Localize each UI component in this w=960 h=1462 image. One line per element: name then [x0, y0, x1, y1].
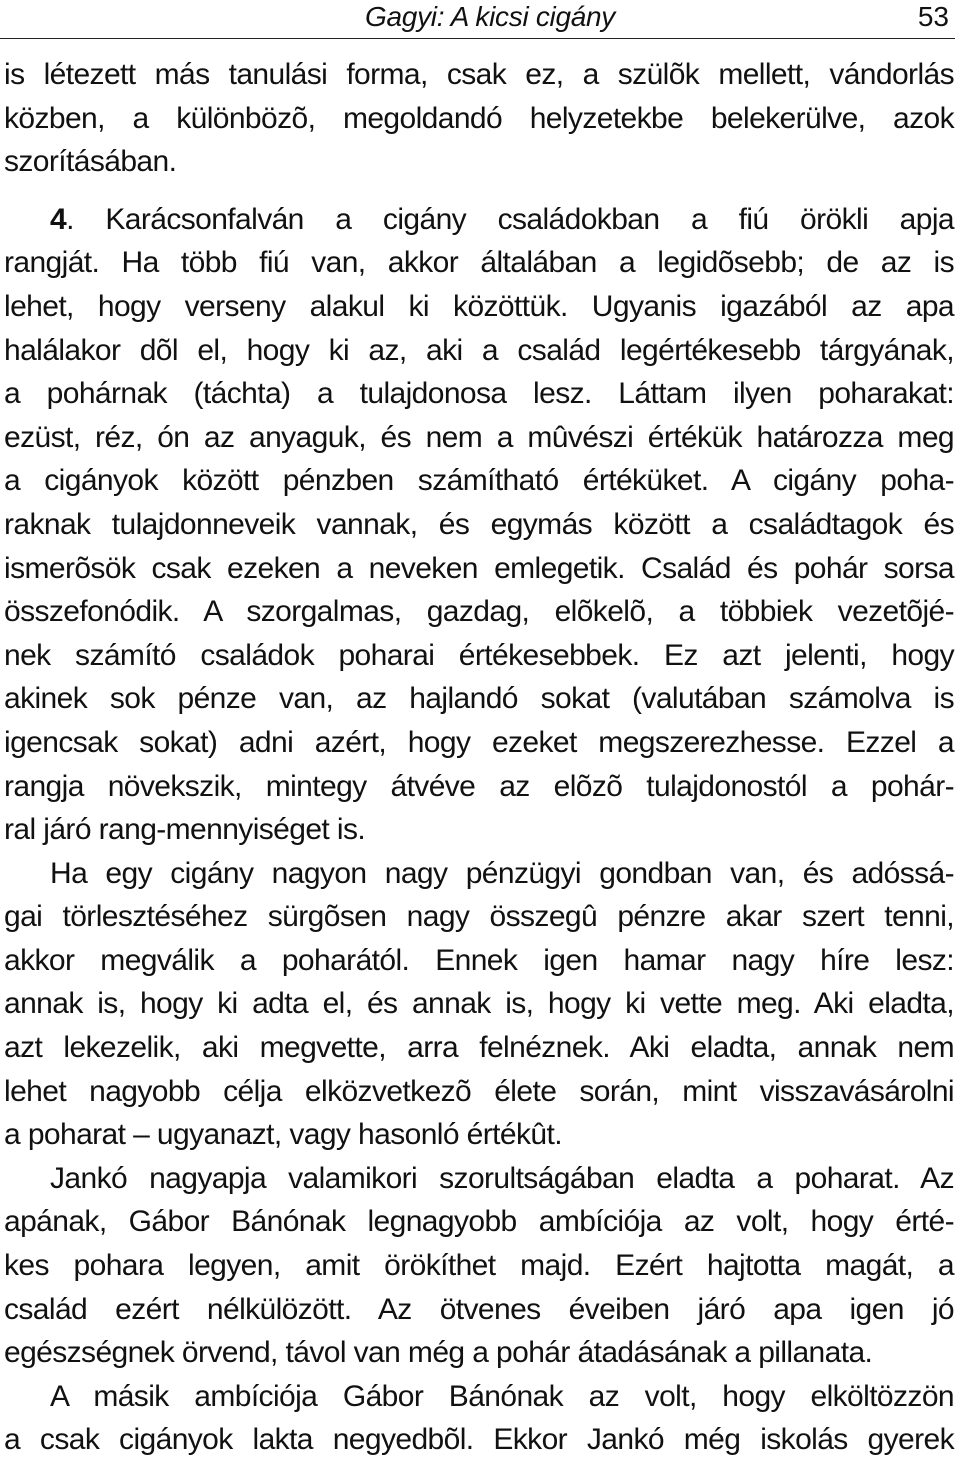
text-line: a pohárnak (táchta) a tulajdonosa lesz. Láttam ilyen poharakat:: [4, 377, 954, 411]
text-line: lehet, hogy verseny alakul ki közöttük. Ugyanis igazából az apa: [4, 289, 954, 323]
text-line: ral járó rang-mennyiséget is.: [4, 813, 366, 847]
text-line: annak is, hogy ki adta el, és annak is, hogy ki vette meg. Aki eladta,: [4, 987, 954, 1021]
text-line: igencsak sokat) adni azért, hogy ezeket megszerezhesse. Ezzel a: [4, 725, 954, 759]
text-line: akkor megválik a poharától. Ennek igen hamar nagy híre lesz:: [4, 943, 954, 977]
text-line: közben, a különbözõ, megoldandó helyzetekbe belekerülve, azok: [4, 101, 954, 135]
text-line: lehet nagyobb célja elközvetkezõ élete során, mint visszavásárolni: [4, 1074, 954, 1108]
section-number: 4: [50, 202, 67, 236]
section-first-line: [4, 198, 954, 242]
text-line: gai törlesztéséhez sürgõsen nagy összegû pénzre akar szert tenni,: [4, 900, 954, 934]
running-title: Gagyi: A kicsi cigány: [365, 1, 615, 32]
page-number: 53: [917, 1, 949, 32]
text-line: halálakor dõl el, hogy ki az, aki a család legértékesebb tárgyának,: [4, 333, 954, 367]
text-line: kes pohara legyen, amit örökíthet majd. Ezért hajtotta magát, a: [4, 1249, 954, 1283]
text-line: szorításában.: [4, 145, 177, 179]
text-line: is létezett más tanulási forma, csak ez, a szülõk mellett, vándorlás: [4, 58, 954, 91]
text-line: család ezért nélkülözött. Az ötvenes éveiben járó apa igen jó: [4, 1292, 954, 1326]
page-header: [0, 0, 955, 39]
text-line: nek számító családok poharai értékesebbek. Ez azt jelenti, hogy: [4, 638, 954, 672]
text-line: apának, Gábor Bánónak legnagyobb ambíciója az volt, hogy érté-: [4, 1205, 954, 1239]
text-line: . Karácsonfalván a cigány családokban a fiú örökli apja: [66, 202, 954, 236]
text-line: rangját. Ha több fiú van, akkor általában a legidõsebb; de az is: [4, 246, 954, 280]
text-line: egészségnek örvend, távol van még a pohár átadásának a pillanata.: [4, 1336, 873, 1370]
paragraph-first-line: Jankó nagyapja valamikori szorultságában eladta a poharat. Az: [50, 1161, 954, 1195]
text-line: ezüst, réz, ón az anyaguk, és nem a mûvészi értékük határozza meg: [4, 420, 954, 454]
text-line: összefonódik. A szorgalmas, gazdag, elõkelõ, a többiek vezetõjé-: [4, 595, 954, 629]
paragraph-first-line: A másik ambíciója Gábor Bánónak az volt, hogy elköltözzön: [50, 1379, 954, 1413]
text-line: akinek sok pénze van, az hajlandó sokat (valutában számolva is: [4, 682, 954, 716]
text-line: ismerõsök csak ezeken a neveken emlegetik. Család és pohár sorsa: [4, 551, 954, 585]
text-line: azt lekezelik, aki megvette, arra felnéznek. Aki eladta, annak nem: [4, 1031, 954, 1065]
body-text: [4, 53, 954, 1462]
text-line: a csak cigányok lakta negyedbõl. Ekkor Jankó még iskolás gyerek: [4, 1423, 954, 1457]
text-line: a cigányok között pénzben számítható értéküket. A cigány poha-: [4, 464, 954, 498]
text-line: raknak tulajdonneveik vannak, és egymás között a családtagok és: [4, 507, 954, 541]
text-line: a poharat – ugyanazt, vagy hasonló értékût.: [4, 1118, 562, 1152]
paragraph-first-line: Ha egy cigány nagyon nagy pénzügyi gondban van, és adóssá-: [50, 856, 954, 890]
text-line: rangja növekszik, mintegy átvéve az elõzõ tulajdonostól a pohár-: [4, 769, 954, 803]
